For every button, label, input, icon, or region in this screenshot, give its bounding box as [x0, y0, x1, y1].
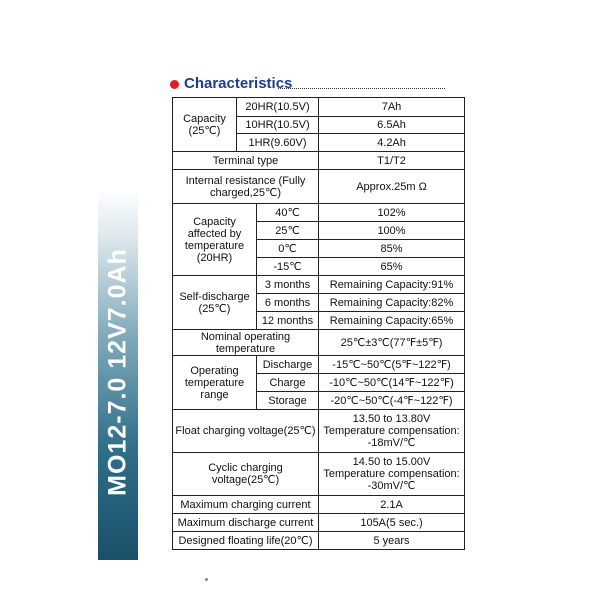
operating-range-mode: Storage: [257, 392, 319, 410]
terminal-type-value: T1/T2: [319, 152, 465, 170]
floating-life-label: Designed floating life(20℃): [173, 532, 319, 550]
temperature-condition: -15℃: [257, 258, 319, 276]
operating-range-value: -15℃~50℃(5℉~122℉): [319, 356, 465, 374]
capacity-value: 4.2Ah: [319, 134, 465, 152]
table-row: [173, 496, 465, 514]
section-header: [170, 76, 445, 94]
operating-range-label: Operating temperature range: [173, 356, 257, 410]
table-row: [173, 453, 465, 496]
temperature-value: 65%: [319, 258, 465, 276]
self-discharge-value: Remaining Capacity:82%: [319, 294, 465, 312]
nominal-temperature-label: Nominal operating temperature: [173, 330, 319, 356]
max-charging-current-label: Maximum charging current: [173, 496, 319, 514]
terminal-type-label: Terminal type: [173, 152, 319, 170]
internal-resistance-value: Approx.25m Ω: [319, 170, 465, 204]
table-row: [173, 514, 465, 532]
table-row: [173, 330, 465, 356]
capacity-label: Capacity (25℃): [173, 98, 237, 152]
cyclic-charging-compensation-value: -30mV/℃: [367, 480, 416, 492]
operating-range-value: -20℃~50℃(-4℉~122℉): [319, 392, 465, 410]
section-title: Characteristics: [184, 75, 293, 92]
temperature-condition: 0℃: [257, 240, 319, 258]
temperature-value: 102%: [319, 204, 465, 222]
self-discharge-value: Remaining Capacity:65%: [319, 312, 465, 330]
operating-range-mode: Discharge: [257, 356, 319, 374]
table-row: [173, 532, 465, 550]
float-charging-voltage: 13.50 to 13.80V: [352, 413, 431, 425]
self-discharge-period: 3 months: [257, 276, 319, 294]
temperature-condition: 25℃: [257, 222, 319, 240]
max-charging-current-value: 2.1A: [319, 496, 465, 514]
max-discharge-current-label: Maximum discharge current: [173, 514, 319, 532]
capacity-value: 6.5Ah: [319, 117, 465, 134]
table-row: [173, 98, 465, 117]
capacity-temperature-label: Capacity affected by temperature (20HR): [173, 204, 257, 276]
cyclic-charging-compensation-label: Temperature compensation:: [323, 468, 460, 480]
capacity-condition: 1HR(9.60V): [237, 134, 319, 152]
floating-life-value: 5 years: [319, 532, 465, 550]
self-discharge-value: Remaining Capacity:91%: [319, 276, 465, 294]
self-discharge-period: 6 months: [257, 294, 319, 312]
red-bullet-icon: [170, 80, 179, 89]
table-row: [173, 204, 465, 222]
float-charging-label: Float charging voltage(25℃): [173, 410, 319, 453]
internal-resistance-label: Internal resistance (Fully charged,25℃): [173, 170, 319, 204]
max-discharge-current-value: 105A(5 sec.): [319, 514, 465, 532]
table-row: [173, 356, 465, 374]
nominal-temperature-value: 25℃±3℃(77℉±5℉): [319, 330, 465, 356]
cyclic-charging-voltage: 14.50 to 15.00V: [352, 456, 431, 468]
float-charging-value: [319, 410, 465, 453]
table-row: [173, 410, 465, 453]
temperature-condition: 40℃: [257, 204, 319, 222]
cyclic-charging-value: [319, 453, 465, 496]
capacity-value: 7Ah: [319, 98, 465, 117]
capacity-condition: 10HR(10.5V): [237, 117, 319, 134]
header-divider: [278, 88, 445, 89]
operating-range-value: -10℃~50℃(14℉~122℉): [319, 374, 465, 392]
capacity-condition: 20HR(10.5V): [237, 98, 319, 117]
float-charging-compensation-label: Temperature compensation:: [323, 425, 460, 437]
cyclic-charging-label: Cyclic charging voltage(25℃): [173, 453, 319, 496]
table-row: [173, 276, 465, 294]
temperature-value: 85%: [319, 240, 465, 258]
stray-dot: [205, 578, 208, 581]
operating-range-mode: Charge: [257, 374, 319, 392]
table-row: [173, 152, 465, 170]
self-discharge-label: Self-discharge (25℃): [173, 276, 257, 330]
float-charging-compensation-value: -18mV/℃: [367, 437, 416, 449]
self-discharge-period: 12 months: [257, 312, 319, 330]
characteristics-table: [172, 97, 465, 550]
side-banner-text: MO12-7.0 12V7.0Ah: [103, 248, 132, 496]
table-row: [173, 170, 465, 204]
temperature-value: 100%: [319, 222, 465, 240]
